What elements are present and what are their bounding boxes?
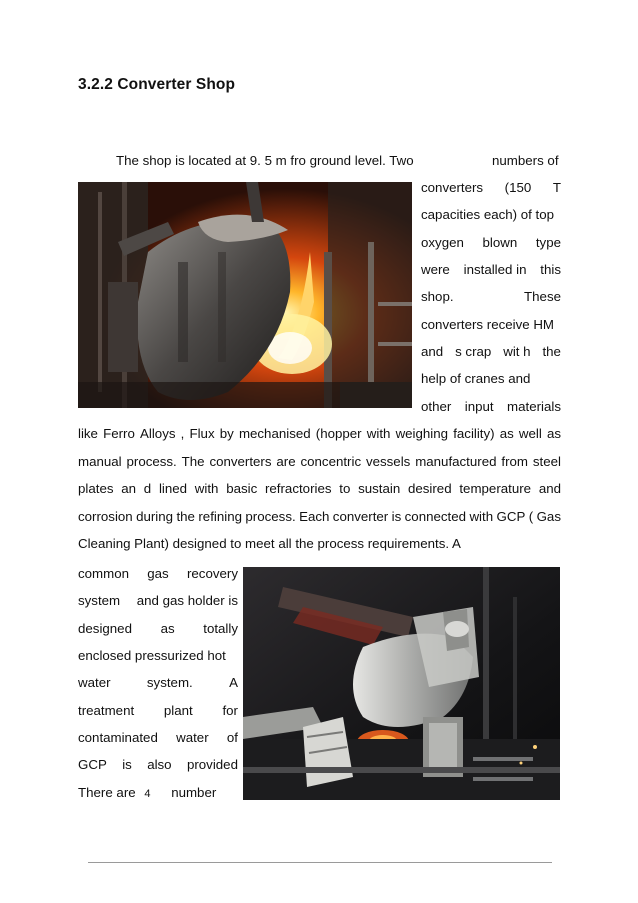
- word: weighing: [395, 426, 449, 441]
- word: mechanised: [238, 426, 311, 441]
- word: basic: [226, 481, 258, 496]
- paragraph-line: [421, 261, 561, 279]
- word: is: [391, 509, 402, 524]
- word: water: [176, 730, 209, 745]
- paragraph-line: [421, 343, 561, 361]
- paragraph-line: [78, 508, 561, 526]
- word: sustain: [358, 481, 401, 496]
- word: corrosion: [78, 509, 133, 524]
- paragraph-line: help of cranes and: [421, 371, 531, 386]
- paragraph-line: [78, 674, 238, 692]
- word: and: [538, 481, 561, 496]
- word: designed: [78, 621, 132, 636]
- paragraph-line: [78, 425, 561, 443]
- word: with: [194, 481, 219, 496]
- word: oxygen: [421, 235, 464, 250]
- word: concentric: [300, 454, 362, 469]
- word: are: [276, 454, 296, 469]
- paragraph-line: [78, 620, 238, 638]
- word: manufactured: [415, 454, 497, 469]
- paragraph-line: [78, 565, 238, 583]
- word: Ferro: [103, 426, 135, 441]
- paragraph-line: [78, 592, 238, 610]
- word: gas: [147, 566, 169, 581]
- word: connected: [404, 509, 467, 524]
- word: system: [78, 593, 121, 608]
- word: shop.: [421, 289, 454, 304]
- word: is: [122, 757, 132, 772]
- converter-vessel-photo: [243, 567, 560, 800]
- word: contaminated: [78, 730, 158, 745]
- word: ,: [180, 426, 185, 441]
- word: The: [181, 454, 205, 469]
- word: (hopper: [315, 426, 362, 441]
- word: as: [546, 426, 561, 441]
- paragraph-line: [78, 729, 238, 747]
- word: with: [366, 426, 391, 441]
- word: the: [176, 509, 195, 524]
- word: to: [339, 481, 351, 496]
- word: as: [499, 426, 514, 441]
- word: during: [136, 509, 174, 524]
- word: d: [143, 481, 152, 496]
- word: by: [219, 426, 234, 441]
- word: from: [501, 454, 528, 469]
- paragraph-line: [78, 702, 238, 720]
- paragraph-line: [78, 480, 561, 498]
- word: number: [171, 785, 217, 800]
- word: 4: [144, 788, 151, 800]
- paragraph-line: [421, 288, 561, 306]
- word: converters: [421, 180, 484, 195]
- word: These: [524, 289, 561, 304]
- word: process.: [245, 509, 296, 524]
- word: plant: [163, 703, 193, 718]
- paragraph-line: [421, 234, 561, 252]
- section-heading: 3.2.2 Converter Shop: [78, 76, 236, 93]
- word: Alloys: [140, 426, 176, 441]
- word: lined: [158, 481, 188, 496]
- word: an: [121, 481, 137, 496]
- word: well: [518, 426, 542, 441]
- word: and: [421, 344, 444, 359]
- word: Each: [299, 509, 330, 524]
- word: recovery: [186, 566, 238, 581]
- paragraph-line: [78, 453, 561, 471]
- word: wit h: [503, 344, 531, 359]
- word: like: [78, 426, 98, 441]
- word: plates: [78, 481, 114, 496]
- word: also: [147, 757, 172, 772]
- footer-rule: [88, 862, 552, 863]
- word: common: [78, 566, 129, 581]
- word: this: [540, 262, 561, 277]
- word: T: [552, 180, 561, 195]
- word: s crap: [455, 344, 492, 359]
- word: were: [421, 262, 450, 277]
- paragraph-line: capacities each) of top: [421, 207, 555, 222]
- word: GCP: [78, 757, 107, 772]
- word: water: [78, 675, 111, 690]
- word: other: [421, 399, 452, 414]
- word: converter: [332, 509, 389, 524]
- paragraph-line: [421, 398, 561, 416]
- word: vessels: [365, 454, 411, 469]
- paragraph-first-line: The shop is located at 9. 5 m fro ground level. Two: [116, 153, 414, 168]
- word: as: [160, 621, 175, 636]
- paragraph-line: enclosed pressurized hot: [78, 648, 226, 663]
- word: treatment: [78, 703, 135, 718]
- paragraph-line: [78, 784, 216, 803]
- word: and gas holder is: [136, 593, 238, 608]
- word: desired: [407, 481, 452, 496]
- word: of: [226, 730, 238, 745]
- word: installed in: [463, 262, 527, 277]
- word: steel: [532, 454, 561, 469]
- word: input: [464, 399, 494, 414]
- word: the: [542, 344, 561, 359]
- word: blown: [482, 235, 518, 250]
- word: (150: [504, 180, 532, 195]
- converter-pouring-photo: [78, 182, 412, 408]
- word: for: [222, 703, 238, 718]
- word: refining: [198, 509, 242, 524]
- word: provided: [186, 757, 238, 772]
- word: materials: [507, 399, 561, 414]
- paragraph-line: [421, 179, 561, 197]
- word: facility): [453, 426, 495, 441]
- word: (: [528, 509, 534, 524]
- word: refractories: [264, 481, 332, 496]
- word: converters: [209, 454, 272, 469]
- paragraph-line: Cleaning Plant) designed to meet all the process requirements. A: [78, 536, 461, 551]
- word: GCP: [496, 509, 526, 524]
- paragraph-first-line-tail: numbers of: [492, 153, 559, 168]
- word: Gas: [536, 509, 561, 524]
- paragraph-line: [78, 756, 238, 774]
- word: system.: [146, 675, 193, 690]
- word: Flux: [189, 426, 215, 441]
- word: process.: [126, 454, 177, 469]
- word: A: [229, 675, 238, 690]
- paragraph-line: converters receive HM: [421, 317, 555, 332]
- word: totally: [203, 621, 238, 636]
- word: type: [535, 235, 561, 250]
- word: temperature: [459, 481, 532, 496]
- word: manual: [78, 454, 122, 469]
- word: with: [469, 509, 494, 524]
- word: There are: [78, 785, 136, 800]
